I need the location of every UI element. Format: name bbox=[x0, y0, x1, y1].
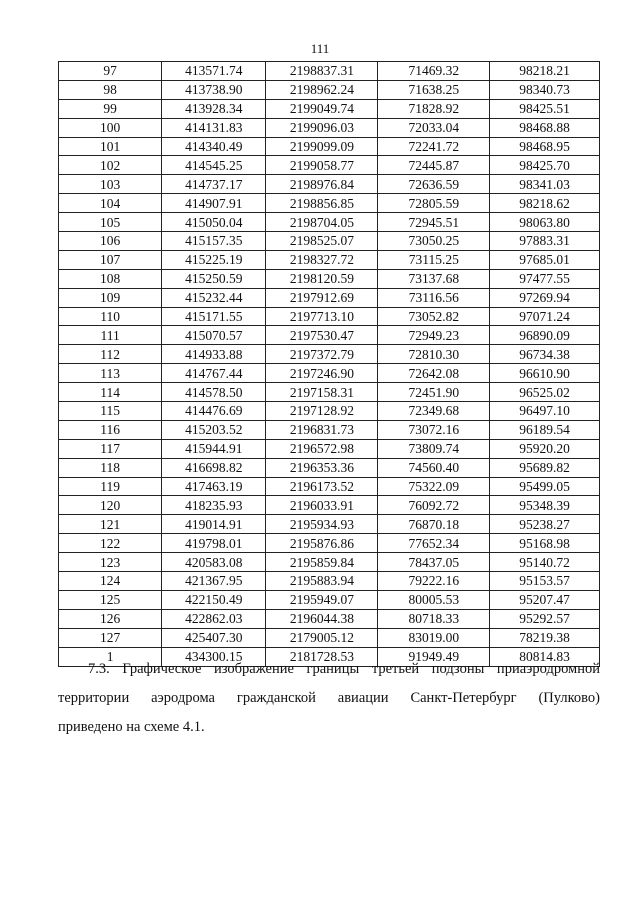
table-row bbox=[59, 628, 600, 647]
coordinate-cell: 72445.87 bbox=[378, 156, 490, 175]
paragraph-line: приведено на схеме 4.1. bbox=[58, 719, 205, 735]
table-row bbox=[59, 99, 600, 118]
coordinate-cell: 96525.02 bbox=[490, 383, 600, 402]
coordinate-cell: 413571.74 bbox=[162, 62, 266, 81]
coordinate-cell: 75322.09 bbox=[378, 477, 490, 496]
coordinate-cell: 95348.39 bbox=[490, 496, 600, 515]
point-number-cell: 109 bbox=[59, 288, 162, 307]
coordinate-cell: 72033.04 bbox=[378, 118, 490, 137]
point-number-cell: 106 bbox=[59, 232, 162, 251]
table-row bbox=[59, 250, 600, 269]
coordinate-cell: 414131.83 bbox=[162, 118, 266, 137]
table-row bbox=[59, 402, 600, 421]
table-row bbox=[59, 458, 600, 477]
coordinate-cell: 415232.44 bbox=[162, 288, 266, 307]
table-row bbox=[59, 80, 600, 99]
coordinate-cell: 2197372.79 bbox=[266, 345, 378, 364]
coordinate-cell: 98340.73 bbox=[490, 80, 600, 99]
coordinate-cell: 2197246.90 bbox=[266, 364, 378, 383]
point-number-cell: 110 bbox=[59, 307, 162, 326]
point-number-cell: 108 bbox=[59, 269, 162, 288]
coordinate-cell: 2195934.93 bbox=[266, 515, 378, 534]
table-row bbox=[59, 194, 600, 213]
table-row bbox=[59, 62, 600, 81]
coordinate-cell: 2199096.03 bbox=[266, 118, 378, 137]
coordinate-cell: 2195949.07 bbox=[266, 590, 378, 609]
coordinate-cell: 2198856.85 bbox=[266, 194, 378, 213]
coordinate-cell: 2196173.52 bbox=[266, 477, 378, 496]
coordinate-cell: 71469.32 bbox=[378, 62, 490, 81]
coordinate-cell: 2195876.86 bbox=[266, 534, 378, 553]
coordinate-cell: 80005.53 bbox=[378, 590, 490, 609]
point-number-cell: 120 bbox=[59, 496, 162, 515]
coordinate-cell: 420583.08 bbox=[162, 553, 266, 572]
coordinate-cell: 2199099.09 bbox=[266, 137, 378, 156]
coordinate-cell: 414737.17 bbox=[162, 175, 266, 194]
coordinate-cell: 72945.51 bbox=[378, 213, 490, 232]
coordinate-cell: 422862.03 bbox=[162, 609, 266, 628]
coordinate-cell: 96189.54 bbox=[490, 420, 600, 439]
coordinate-cell: 415225.19 bbox=[162, 250, 266, 269]
coordinate-cell: 91949.49 bbox=[378, 647, 490, 666]
coordinate-cell: 95153.57 bbox=[490, 572, 600, 591]
point-number-cell: 125 bbox=[59, 590, 162, 609]
coordinate-cell: 418235.93 bbox=[162, 496, 266, 515]
coordinate-cell: 2198120.59 bbox=[266, 269, 378, 288]
coordinate-cell: 414767.44 bbox=[162, 364, 266, 383]
coordinate-cell: 421367.95 bbox=[162, 572, 266, 591]
coordinate-cell: 414907.91 bbox=[162, 194, 266, 213]
coordinate-cell: 414578.50 bbox=[162, 383, 266, 402]
coordinate-cell: 95140.72 bbox=[490, 553, 600, 572]
point-number-cell: 104 bbox=[59, 194, 162, 213]
coordinate-cell: 78219.38 bbox=[490, 628, 600, 647]
coordinates-table bbox=[58, 61, 600, 667]
coordinate-cell: 95292.57 bbox=[490, 609, 600, 628]
coordinate-cell: 79222.16 bbox=[378, 572, 490, 591]
coordinate-cell: 416698.82 bbox=[162, 458, 266, 477]
coordinate-cell: 2198327.72 bbox=[266, 250, 378, 269]
coordinate-cell: 71828.92 bbox=[378, 99, 490, 118]
point-number-cell: 99 bbox=[59, 99, 162, 118]
coordinate-cell: 98425.70 bbox=[490, 156, 600, 175]
point-number-cell: 117 bbox=[59, 439, 162, 458]
coordinate-cell: 95168.98 bbox=[490, 534, 600, 553]
table-row bbox=[59, 213, 600, 232]
paragraph-line: территории аэродрома гражданской авиации Санкт-Петербург (Пулково) bbox=[58, 690, 600, 706]
coordinate-cell: 73137.68 bbox=[378, 269, 490, 288]
coordinate-cell: 415157.35 bbox=[162, 232, 266, 251]
coordinate-cell: 2197158.31 bbox=[266, 383, 378, 402]
coordinate-cell: 413928.34 bbox=[162, 99, 266, 118]
coordinate-cell: 80718.33 bbox=[378, 609, 490, 628]
table-row bbox=[59, 420, 600, 439]
coordinate-cell: 72949.23 bbox=[378, 326, 490, 345]
coordinate-cell: 74560.40 bbox=[378, 458, 490, 477]
point-number-cell: 97 bbox=[59, 62, 162, 81]
coordinate-cell: 72241.72 bbox=[378, 137, 490, 156]
coordinate-cell: 98425.51 bbox=[490, 99, 600, 118]
coordinate-cell: 80814.83 bbox=[490, 647, 600, 666]
coordinate-cell: 96610.90 bbox=[490, 364, 600, 383]
table-row bbox=[59, 534, 600, 553]
table-row bbox=[59, 118, 600, 137]
coordinate-cell: 72810.30 bbox=[378, 345, 490, 364]
point-number-cell: 124 bbox=[59, 572, 162, 591]
coordinate-cell: 72451.90 bbox=[378, 383, 490, 402]
coordinate-cell: 414933.88 bbox=[162, 345, 266, 364]
point-number-cell: 112 bbox=[59, 345, 162, 364]
coordinate-cell: 73809.74 bbox=[378, 439, 490, 458]
coordinate-cell: 414545.25 bbox=[162, 156, 266, 175]
coordinate-cell: 72642.08 bbox=[378, 364, 490, 383]
coordinate-cell: 95499.05 bbox=[490, 477, 600, 496]
table-row bbox=[59, 288, 600, 307]
table-row bbox=[59, 383, 600, 402]
coordinate-cell: 419798.01 bbox=[162, 534, 266, 553]
coordinate-cell: 415203.52 bbox=[162, 420, 266, 439]
coordinate-cell: 422150.49 bbox=[162, 590, 266, 609]
table-row bbox=[59, 364, 600, 383]
table-row bbox=[59, 137, 600, 156]
coordinate-cell: 2196572.98 bbox=[266, 439, 378, 458]
coordinate-cell: 72349.68 bbox=[378, 402, 490, 421]
coordinate-cell: 73072.16 bbox=[378, 420, 490, 439]
table-row bbox=[59, 326, 600, 345]
coordinate-cell: 97685.01 bbox=[490, 250, 600, 269]
coordinate-cell: 72805.59 bbox=[378, 194, 490, 213]
table-row bbox=[59, 609, 600, 628]
table-row bbox=[59, 232, 600, 251]
coordinate-cell: 2199049.74 bbox=[266, 99, 378, 118]
coordinate-cell: 2197530.47 bbox=[266, 326, 378, 345]
coordinate-cell: 77652.34 bbox=[378, 534, 490, 553]
coordinate-cell: 2198525.07 bbox=[266, 232, 378, 251]
coordinate-cell: 2195859.84 bbox=[266, 553, 378, 572]
coordinate-cell: 413738.90 bbox=[162, 80, 266, 99]
coordinate-cell: 415171.55 bbox=[162, 307, 266, 326]
point-number-cell: 127 bbox=[59, 628, 162, 647]
coordinate-cell: 95207.47 bbox=[490, 590, 600, 609]
coordinate-cell: 2179005.12 bbox=[266, 628, 378, 647]
coordinate-cell: 95689.82 bbox=[490, 458, 600, 477]
point-number-cell: 103 bbox=[59, 175, 162, 194]
point-number-cell: 111 bbox=[59, 326, 162, 345]
coordinate-cell: 2195883.94 bbox=[266, 572, 378, 591]
coordinate-cell: 97883.31 bbox=[490, 232, 600, 251]
coordinate-cell: 2197912.69 bbox=[266, 288, 378, 307]
point-number-cell: 122 bbox=[59, 534, 162, 553]
coordinate-cell: 2199058.77 bbox=[266, 156, 378, 175]
table-row bbox=[59, 553, 600, 572]
coordinate-cell: 414476.69 bbox=[162, 402, 266, 421]
coordinate-cell: 97477.55 bbox=[490, 269, 600, 288]
coordinate-cell: 425407.30 bbox=[162, 628, 266, 647]
coordinate-cell: 76092.72 bbox=[378, 496, 490, 515]
table-row bbox=[59, 307, 600, 326]
table-row bbox=[59, 269, 600, 288]
coordinate-cell: 2197128.92 bbox=[266, 402, 378, 421]
point-number-cell: 1 bbox=[59, 647, 162, 666]
coordinate-cell: 96890.09 bbox=[490, 326, 600, 345]
table-row bbox=[59, 156, 600, 175]
coordinate-cell: 2198704.05 bbox=[266, 213, 378, 232]
coordinate-cell: 2196831.73 bbox=[266, 420, 378, 439]
point-number-cell: 123 bbox=[59, 553, 162, 572]
coordinate-cell: 2198837.31 bbox=[266, 62, 378, 81]
coordinate-cell: 415070.57 bbox=[162, 326, 266, 345]
point-number-cell: 119 bbox=[59, 477, 162, 496]
table-row bbox=[59, 515, 600, 534]
coordinate-cell: 97269.94 bbox=[490, 288, 600, 307]
point-number-cell: 101 bbox=[59, 137, 162, 156]
coordinate-cell: 98468.88 bbox=[490, 118, 600, 137]
point-number-cell: 98 bbox=[59, 80, 162, 99]
coordinate-cell: 73116.56 bbox=[378, 288, 490, 307]
coordinate-cell: 415944.91 bbox=[162, 439, 266, 458]
coordinate-cell: 73050.25 bbox=[378, 232, 490, 251]
table-row bbox=[59, 477, 600, 496]
coordinate-cell: 71638.25 bbox=[378, 80, 490, 99]
point-number-cell: 114 bbox=[59, 383, 162, 402]
coordinate-cell: 2197713.10 bbox=[266, 307, 378, 326]
coordinate-cell: 96734.38 bbox=[490, 345, 600, 364]
coordinate-cell: 98468.95 bbox=[490, 137, 600, 156]
table-row bbox=[59, 345, 600, 364]
coordinate-cell: 95238.27 bbox=[490, 515, 600, 534]
coordinate-cell: 434300.15 bbox=[162, 647, 266, 666]
coordinate-cell: 2196353.36 bbox=[266, 458, 378, 477]
coordinate-cell: 2198962.24 bbox=[266, 80, 378, 99]
coordinate-cell: 414340.49 bbox=[162, 137, 266, 156]
coordinate-cell: 98218.21 bbox=[490, 62, 600, 81]
coordinate-cell: 419014.91 bbox=[162, 515, 266, 534]
coordinate-cell: 415250.59 bbox=[162, 269, 266, 288]
point-number-cell: 121 bbox=[59, 515, 162, 534]
coordinate-cell: 98341.03 bbox=[490, 175, 600, 194]
coordinate-cell: 2196044.38 bbox=[266, 609, 378, 628]
coordinate-cell: 83019.00 bbox=[378, 628, 490, 647]
coordinate-cell: 417463.19 bbox=[162, 477, 266, 496]
coordinate-cell: 76870.18 bbox=[378, 515, 490, 534]
coordinate-cell: 73052.82 bbox=[378, 307, 490, 326]
table-row bbox=[59, 572, 600, 591]
coordinate-cell: 96497.10 bbox=[490, 402, 600, 421]
point-number-cell: 100 bbox=[59, 118, 162, 137]
point-number-cell: 105 bbox=[59, 213, 162, 232]
point-number-cell: 118 bbox=[59, 458, 162, 477]
point-number-cell: 102 bbox=[59, 156, 162, 175]
point-number-cell: 126 bbox=[59, 609, 162, 628]
paragraph-line: 7.3. Графическое изображение границы третьей подзоны приаэродромной bbox=[88, 661, 600, 677]
point-number-cell: 115 bbox=[59, 402, 162, 421]
table-row bbox=[59, 175, 600, 194]
coordinate-cell: 98063.80 bbox=[490, 213, 600, 232]
coordinate-cell: 415050.04 bbox=[162, 213, 266, 232]
page-number: 111 bbox=[310, 41, 330, 56]
coordinate-cell: 95920.20 bbox=[490, 439, 600, 458]
point-number-cell: 107 bbox=[59, 250, 162, 269]
coordinate-cell: 2196033.91 bbox=[266, 496, 378, 515]
table-row bbox=[59, 590, 600, 609]
point-number-cell: 113 bbox=[59, 364, 162, 383]
coordinate-cell: 73115.25 bbox=[378, 250, 490, 269]
coordinate-cell: 78437.05 bbox=[378, 553, 490, 572]
coordinate-cell: 2181728.53 bbox=[266, 647, 378, 666]
coordinate-cell: 97071.24 bbox=[490, 307, 600, 326]
section-paragraph bbox=[58, 655, 600, 742]
coordinate-cell: 98218.62 bbox=[490, 194, 600, 213]
coordinate-cell: 72636.59 bbox=[378, 175, 490, 194]
point-number-cell: 116 bbox=[59, 420, 162, 439]
coordinate-cell: 2198976.84 bbox=[266, 175, 378, 194]
table-row bbox=[59, 496, 600, 515]
table-row bbox=[59, 439, 600, 458]
coordinates-table-body bbox=[59, 62, 600, 667]
